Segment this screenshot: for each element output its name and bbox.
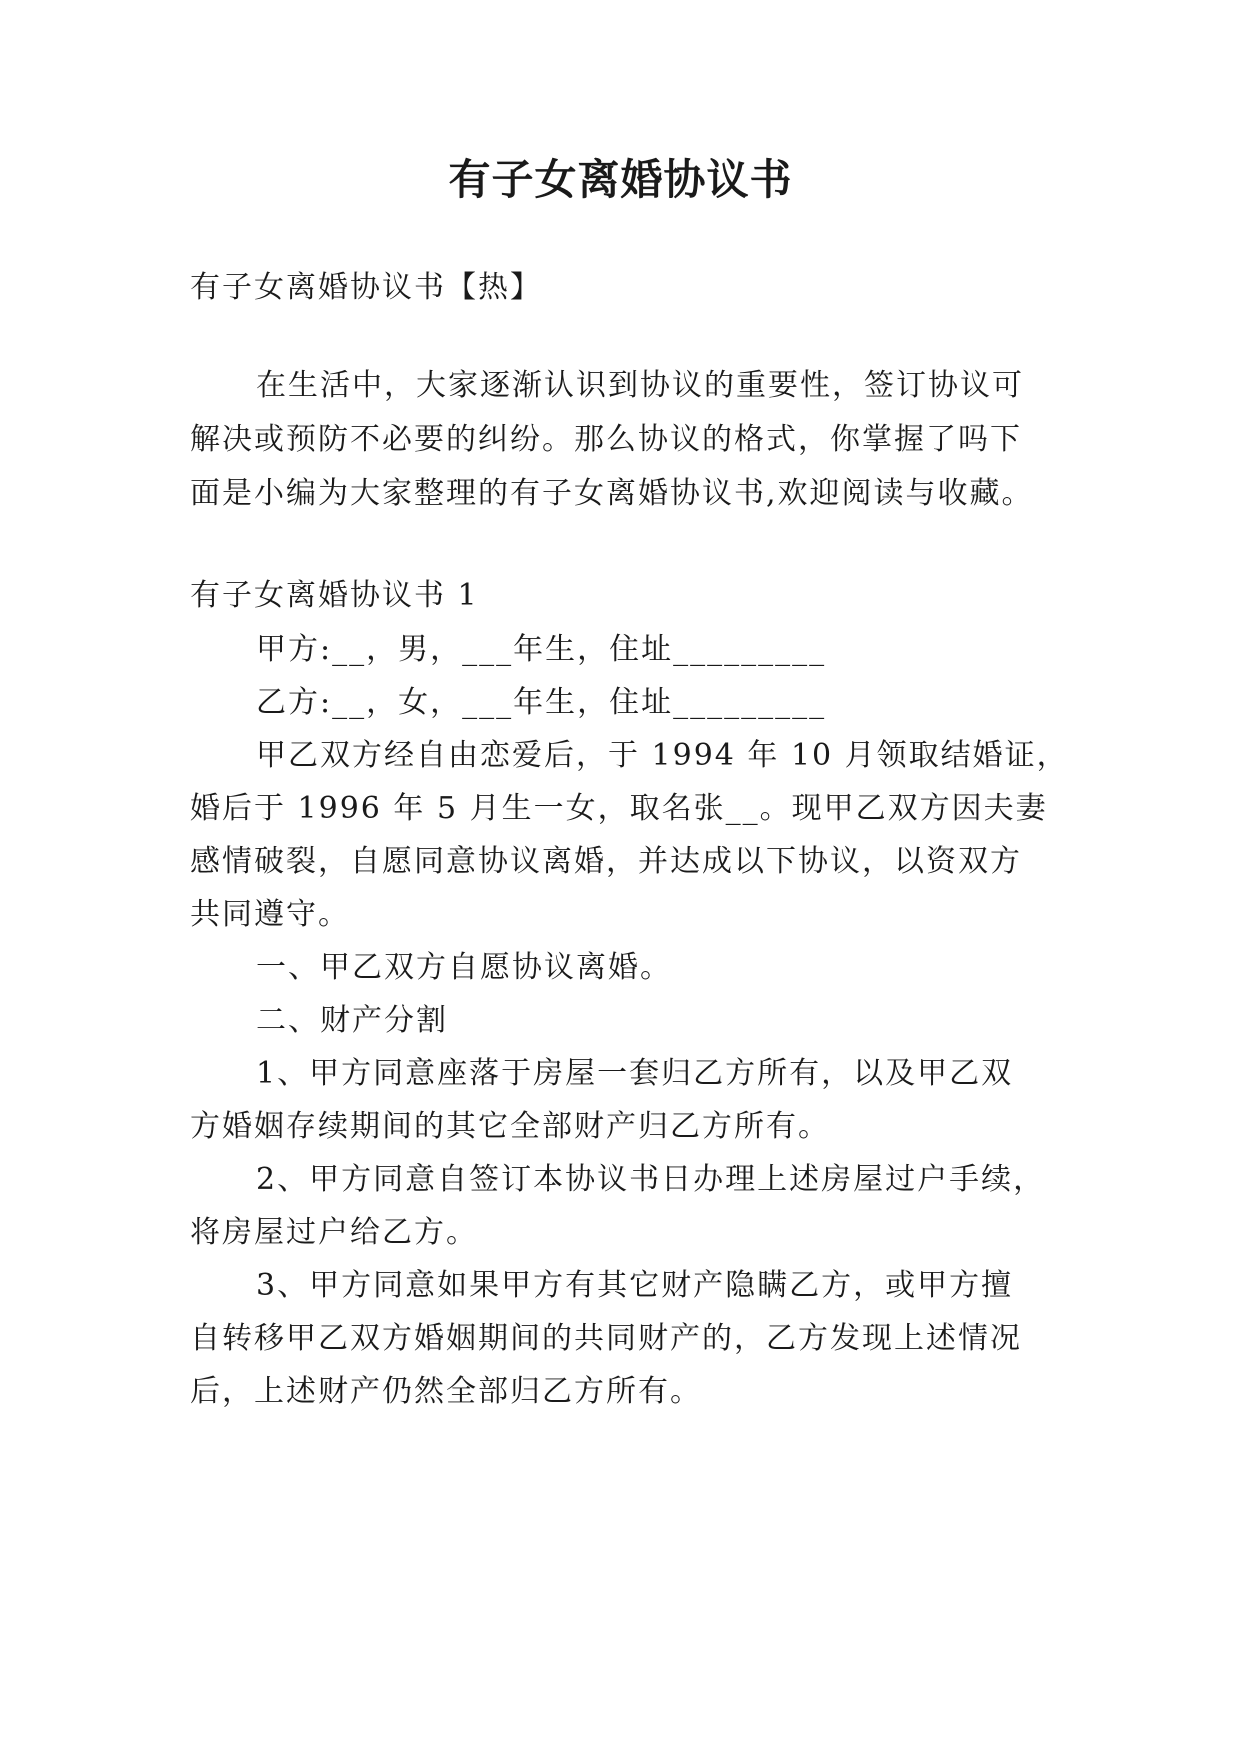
- intro-line: 解决或预防不必要的纠纷。那么协议的格式，你掌握了吗下: [190, 422, 1022, 457]
- clause-line: 方婚姻存续期间的其它全部财产归乙方所有。: [190, 1109, 830, 1144]
- clause-line: 将房屋过户给乙方。: [190, 1215, 478, 1250]
- document-subtitle: 有子女离婚协议书【热】: [190, 270, 542, 305]
- clause-line: 自转移甲乙双方婚姻期间的共同财产的，乙方发现上述情况: [190, 1321, 1022, 1356]
- clause-line: 一、甲乙双方自愿协议离婚。: [256, 950, 672, 985]
- party-a-line: 甲方:__，男，___年生，住址_________: [256, 632, 827, 667]
- body-line: 感情破裂，自愿同意协议离婚，并达成以下协议，以资双方: [190, 844, 1022, 879]
- clause-line: 3、甲方同意如果甲方有其它财产隐瞒乙方，或甲方擅: [256, 1268, 1014, 1303]
- clause-line: 2、甲方同意自签订本协议书日办理上述房屋过户手续，: [256, 1162, 1046, 1197]
- intro-line: 在生活中，大家逐渐认识到协议的重要性，签订协议可: [256, 368, 1024, 403]
- clause-line: 二、财产分割: [256, 1003, 448, 1038]
- body-line: 甲乙双方经自由恋爱后，于 1994 年 10 月领取结婚证，: [256, 738, 1069, 773]
- clause-line: 1、甲方同意座落于房屋一套归乙方所有，以及甲乙双: [256, 1056, 1014, 1091]
- document-title: 有子女离婚协议书: [448, 155, 793, 204]
- body-line: 共同遵守。: [190, 897, 350, 932]
- body-line: 婚后于 1996 年 5 月生一女，取名张__。现甲乙双方因夫妻: [190, 791, 1048, 826]
- clause-line: 后，上述财产仍然全部归乙方所有。: [190, 1374, 702, 1409]
- party-b-line: 乙方:__，女，___年生，住址_________: [256, 685, 827, 720]
- section-heading: 有子女离婚协议书 1: [190, 578, 479, 613]
- intro-line: 面是小编为大家整理的有子女离婚协议书,欢迎阅读与收藏。: [190, 476, 1034, 511]
